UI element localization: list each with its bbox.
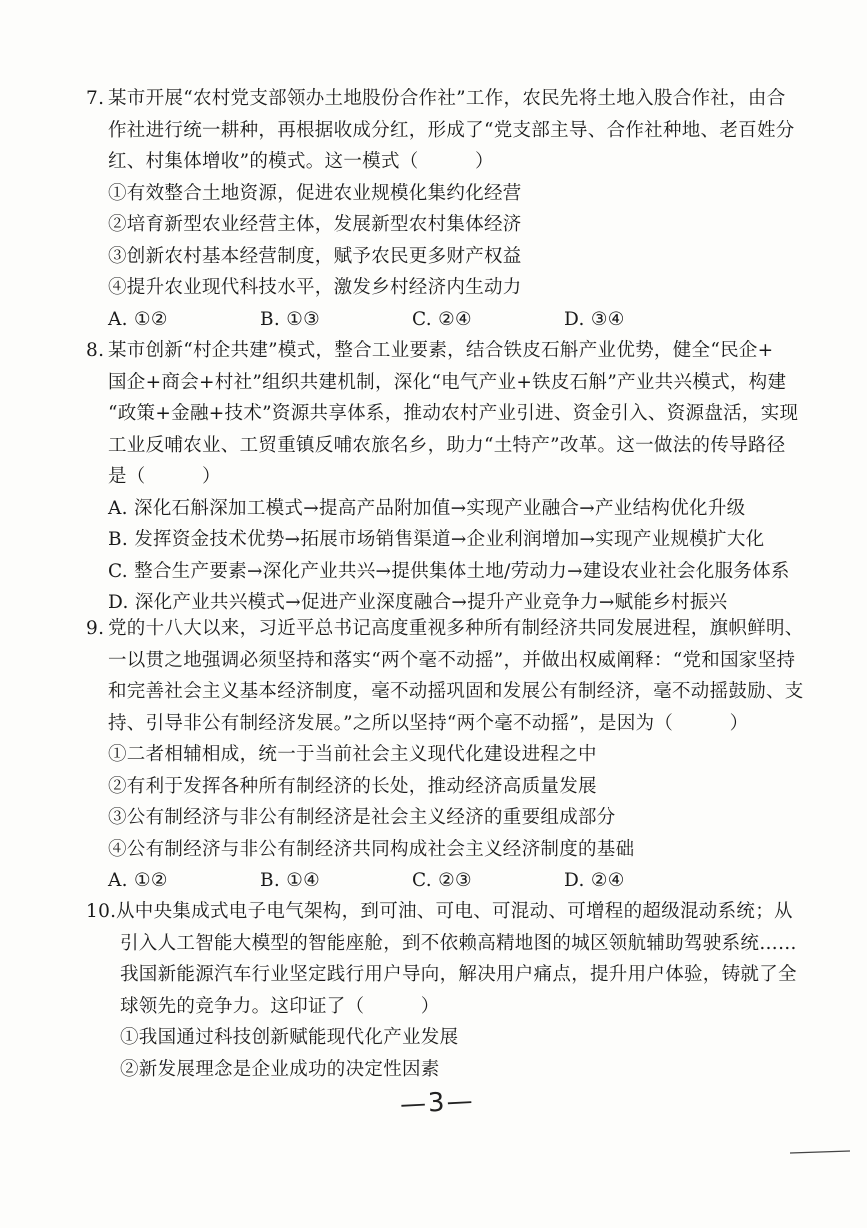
q7-stem-line-3: 红、村集体增收”的模式。这一模式（ ） xyxy=(108,151,494,172)
q10-number: 10. xyxy=(86,901,117,922)
q9-stem-line-1: 9. 党的十八大以来，习近平总书记高度重视多种所有制经济共同发展进程，旗帜鲜明、 xyxy=(86,613,798,645)
q9-number: 9. xyxy=(86,618,105,639)
q10-stem-line-3: 我国新能源汽车行业坚定践行用户导向，解决用户痛点，提升用户体验，铸就了全 xyxy=(120,964,797,985)
q7-option-b[interactable]: B. ①③ xyxy=(260,308,321,330)
q7-item-3: ③创新农村基本经营制度，赋予农民更多财产权益 xyxy=(108,245,522,267)
q9-option-b[interactable]: B. ①④ xyxy=(260,870,321,891)
q9-stem-line-4: 持、引导非公有制经济发展。”之所以坚持“两个毫不动摇”，是因为（ ） xyxy=(108,712,749,734)
q9-item-2: ②有利于发挥各种所有制经济的长处，推动经济高质量发展 xyxy=(108,775,597,797)
q7-option-d[interactable]: D. ③④ xyxy=(564,308,625,330)
question-10 xyxy=(86,896,798,1085)
q7-number: 7. xyxy=(86,88,105,109)
q10-item-2: ②新发展理念是企业成功的决定性因素 xyxy=(120,1058,440,1080)
q7-stem-line-1: 7. 某市开展“农村党支部领办土地股份合作社”工作，农民先将土地入股合作社，由合 xyxy=(86,83,798,115)
q8-number: 8. xyxy=(86,340,105,361)
q8-stem-line-5: 是（ ） xyxy=(108,466,221,487)
question-9 xyxy=(86,613,804,897)
q8-stem-line-4: 工业反哺农业、工贸重镇反哺农旅名乡，助力“土特产”改革。这一做法的传导路径 xyxy=(108,434,786,456)
question-8 xyxy=(86,335,798,619)
q7-item-2: ②培育新型农业经营主体，发展新型农村集体经济 xyxy=(108,214,522,235)
q8-option-c[interactable]: C. 整合生产要素→深化产业共兴→提供集体土地/劳动力→建设农业社会化服务体系 xyxy=(108,560,790,582)
q8-option-d[interactable]: D. 深化产业共兴模式→促进产业深度融合→提升产业竞争力→赋能乡村振兴 xyxy=(108,592,728,613)
q8-option-a[interactable]: A. 深化石斛深加工模式→提高产品附加值→实现产业融合→产业结构优化升级 xyxy=(108,497,746,519)
q7-stem-line-2: 作社进行统一耕种，再根据收成分红，形成了“党支部主导、合作社种地、老百姓分 xyxy=(108,119,795,141)
q9-option-c[interactable]: C. ②③ xyxy=(412,870,472,891)
q7-item-1: ①有效整合土地资源，促进农业规模化集约化经营 xyxy=(108,182,522,204)
q10-stem-line-1: 10.从中央集成式电子电气架构，到可油、可电、可混动、可增程的超级混动系统；从 xyxy=(86,896,798,928)
q8-stem-line-2: 国企+商会+村社”组织共建机制，深化“电气产业+铁皮石斛”产业共兴模式，构建 xyxy=(108,371,787,393)
q9-stem-line-2: 一以贯之地强调必须坚持和落实“两个毫不动摇”，并做出权威阐释：“党和国家坚持 xyxy=(108,649,796,671)
q10-stem-line-2: 引入人工智能大模型的智能座舱，到不依赖高精地图的城区领航辅助驾驶系统…… xyxy=(120,932,797,954)
q9-item-4: ④公有制经济与非公有制经济共同构成社会主义经济制度的基础 xyxy=(108,838,635,860)
q9-options xyxy=(86,865,798,897)
q7-item-4: ④提升农业现代科技水平，激发乡村经济内生动力 xyxy=(108,277,522,298)
q7-option-c[interactable]: C. ②④ xyxy=(412,308,472,330)
page-number: —3— xyxy=(399,1086,476,1120)
q9-option-d[interactable]: D. ②④ xyxy=(564,870,625,891)
q10-stem-line-4: 球领先的竞争力。这印证了（ ） xyxy=(120,995,440,1017)
q10-item-1: ①我国通过科技创新赋能现代化产业发展 xyxy=(120,1027,459,1048)
scan-edge-mark xyxy=(790,1150,850,1154)
q7-option-a[interactable]: A. ①② xyxy=(108,308,168,330)
q9-item-1: ①二者相辅相成，统一于当前社会主义现代化建设进程之中 xyxy=(108,744,597,765)
q9-item-3: ③公有制经济与非公有制经济是社会主义经济的重要组成部分 xyxy=(108,807,616,828)
q7-options xyxy=(86,304,798,336)
question-7 xyxy=(86,83,798,335)
q8-stem-line-3: “政策+金融+技术”资源共享体系，推动农村产业引进、资金引入、资源盘活，实现 xyxy=(108,403,799,424)
q9-option-a[interactable]: A. ①② xyxy=(108,870,168,891)
q9-stem-line-3: 和完善社会主义基本经济制度，毫不动摇巩固和发展公有制经济，毫不动摇鼓励、支 xyxy=(108,681,804,702)
q8-stem-line-1: 8. 某市创新“村企共建”模式，整合工业要素，结合铁皮石斛产业优势，健全“民企+ xyxy=(86,335,798,367)
q8-option-b[interactable]: B. 发挥资金技术优势→拓展市场销售渠道→企业利润增加→实现产业规模扩大化 xyxy=(108,529,765,550)
